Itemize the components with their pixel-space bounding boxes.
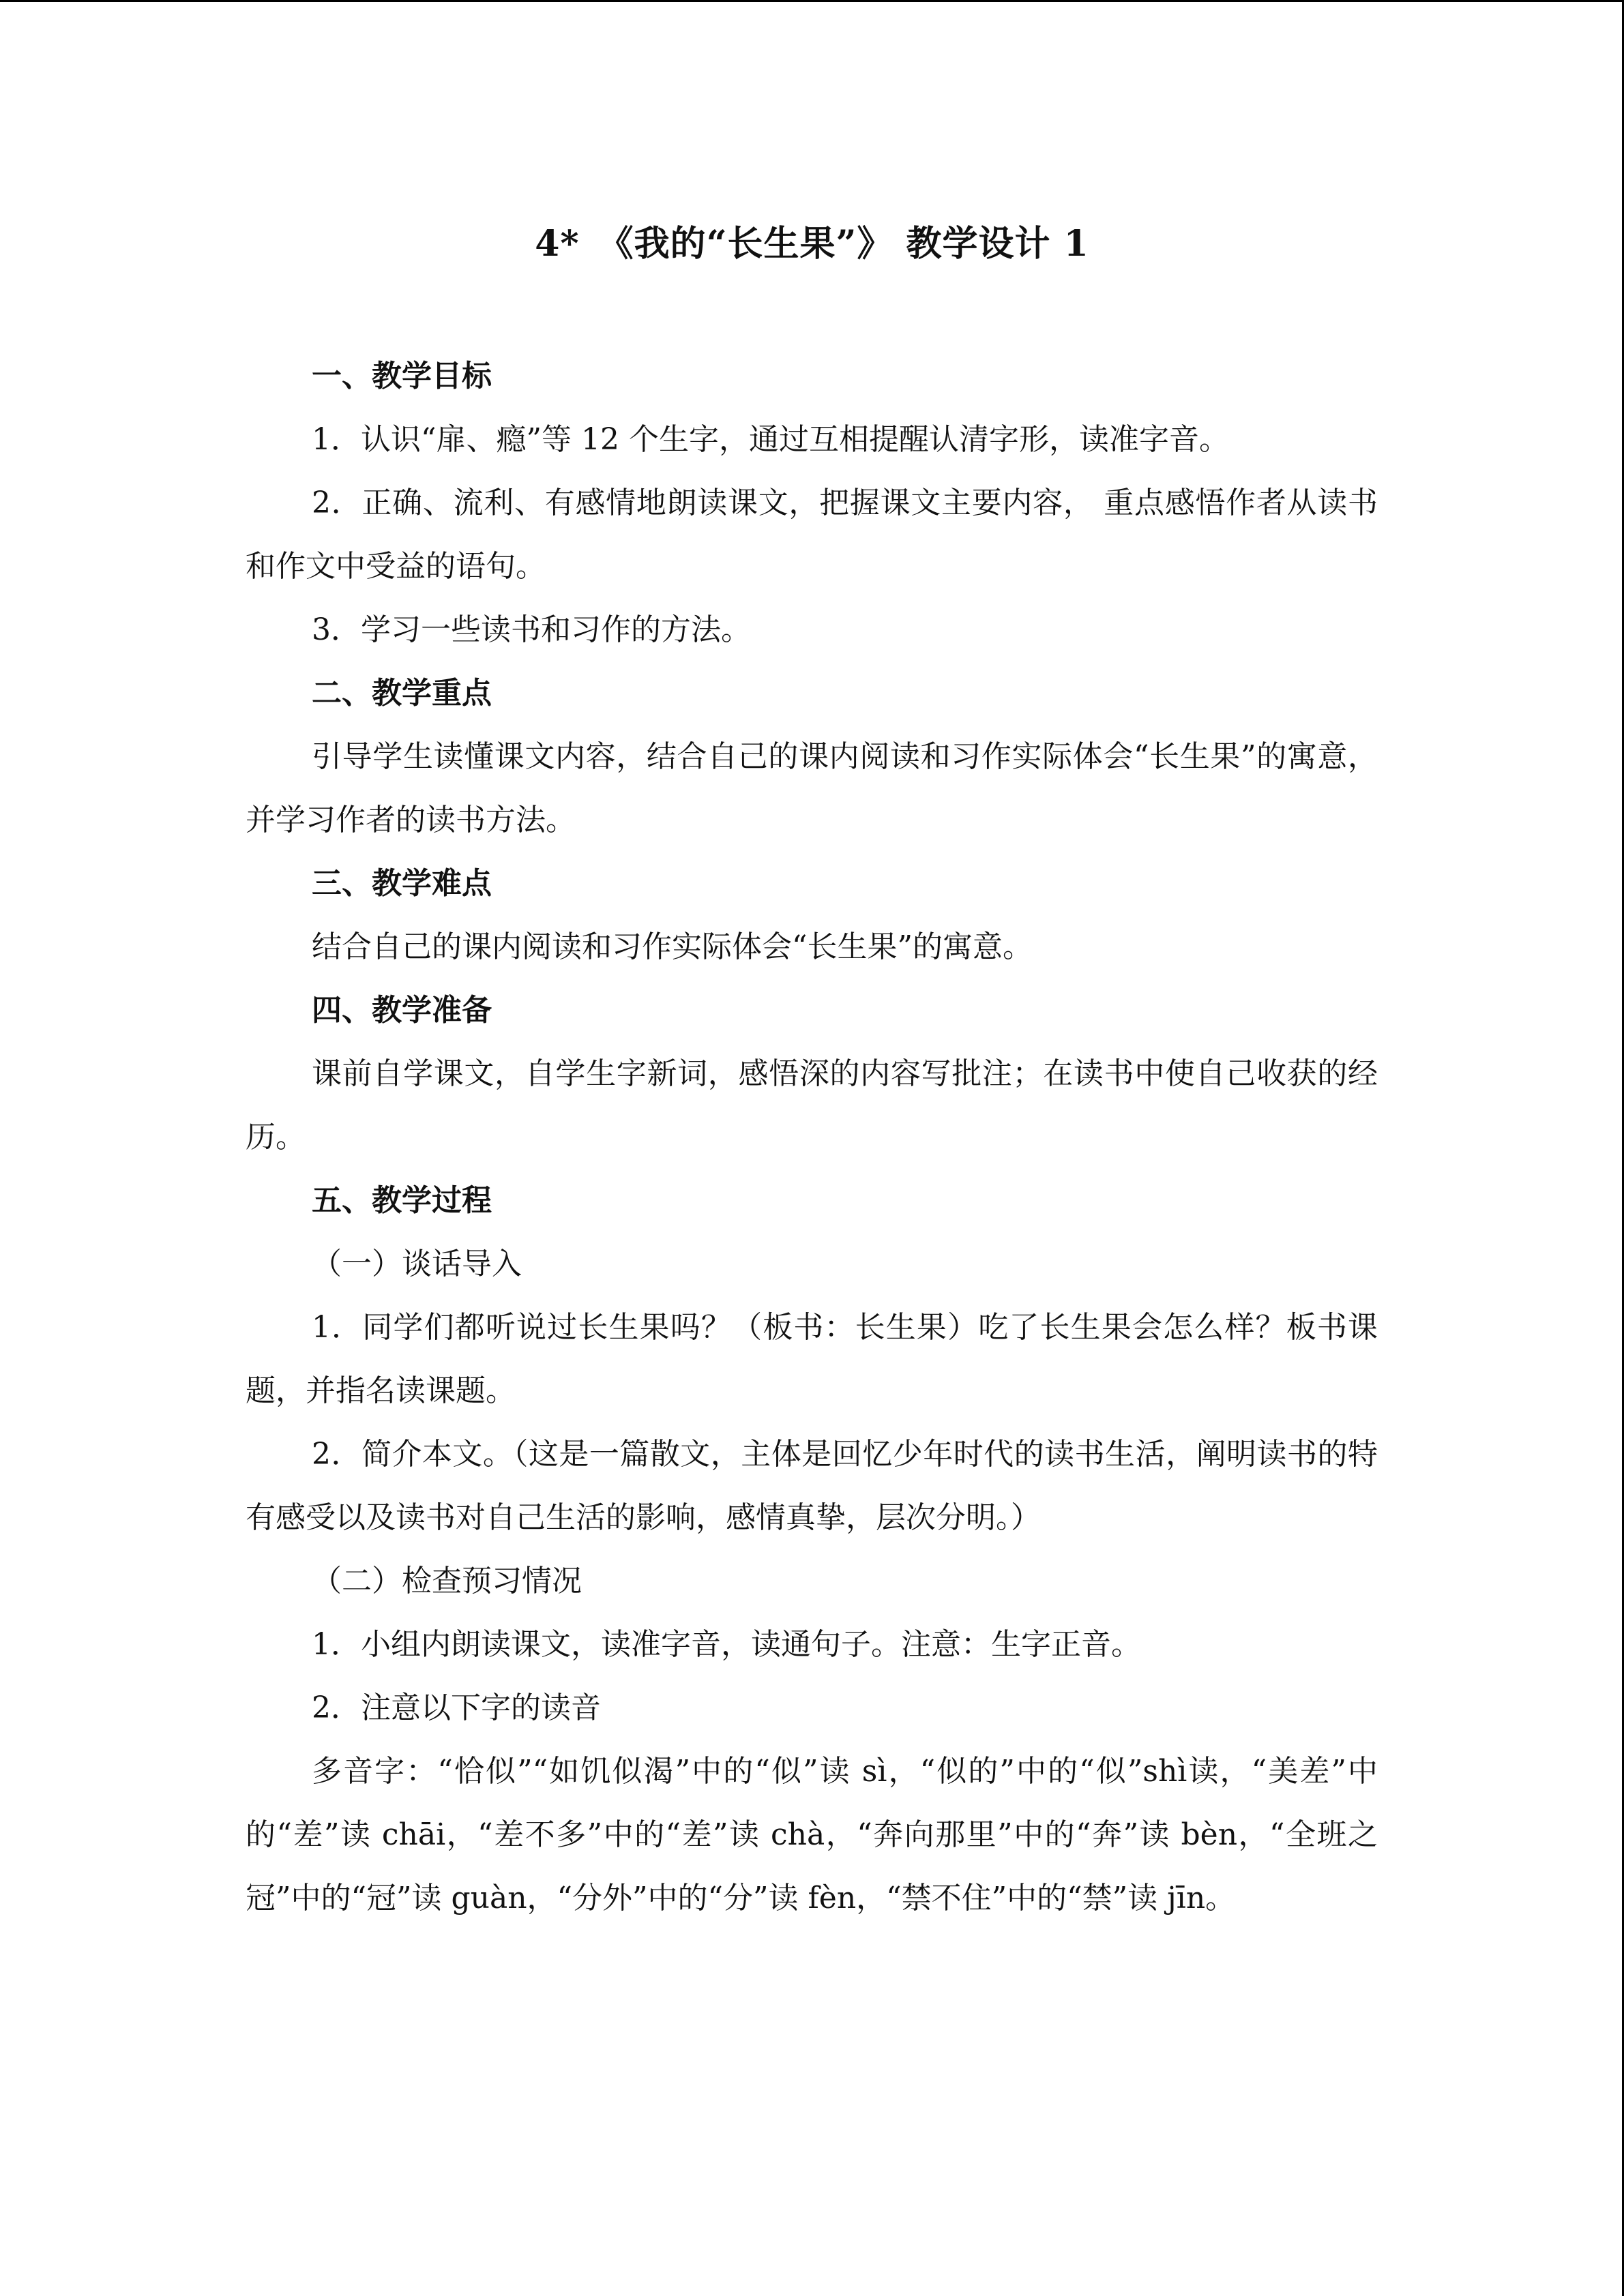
subheading-preview-check: （二）检查预习情况 (312, 1564, 582, 1598)
focus-paragraph: 引导学生读懂课文内容，结合自己的课内阅读和习作实际体会“长生果”的寓意，并学习作者的读书方法。 (246, 739, 1378, 837)
objective-1: 1．认识“扉、瘾”等 12 个生字，通过互相提醒认清字形，读准字音。 (312, 422, 1229, 457)
document-title: 4* 《我的“长生果”》 教学设计 1 (535, 223, 1089, 265)
heading-teaching-preparation: 四、教学准备 (312, 993, 492, 1028)
process-step-1: 1．同学们都听说过长生果吗？（板书：长生果）吃了长生果会怎么样？板书课题，并指名读课题。 (246, 1310, 1378, 1408)
difficulty-paragraph: 结合自己的课内阅读和习作实际体会“长生果”的寓意。 (312, 929, 1033, 964)
heading-teaching-focus: 二、教学重点 (312, 676, 492, 711)
heading-teaching-difficulty: 三、教学难点 (312, 866, 492, 901)
document-body (246, 344, 1378, 1930)
objective-3: 3．学习一些读书和习作的方法。 (312, 612, 751, 647)
heading-teaching-process: 五、教学过程 (312, 1183, 492, 1218)
preparation-paragraph: 课前自学课文，自学生字新词，感悟深的内容写批注；在读书中使自己收获的经历。 (246, 1056, 1378, 1154)
page-border-top (0, 0, 1624, 2)
process-step-2: 2．简介本文。（这是一篇散文，主体是回忆少年时代的读书生活，阐明读书的特有感受以及读书对自己生活的影响，感情真挚，层次分明。） (246, 1437, 1378, 1535)
heading-teaching-objectives: 一、教学目标 (312, 359, 492, 393)
preview-step-1: 1．小组内朗读课文，读准字音，读通句子。注意：生字正音。 (312, 1627, 1141, 1662)
subheading-introduction: （一）谈话导入 (312, 1247, 522, 1281)
objective-2: 2．正确、流利、有感情地朗读课文，把握课文主要内容， 重点感悟作者从读书和作文中受益的语句。 (246, 486, 1378, 584)
preview-step-2: 2．注意以下字的读音 (312, 1690, 601, 1725)
polyphone-paragraph: 多音字：“恰似”“如饥似渴”中的“似”读 sì，“似的”中的“似”shì读，“美差”中的“差”读 chāi，“差不多”中的“差”读 chà，“奔向那里”中的“奔”读 bèn，“全班之冠”中的“冠”读 guàn，“分外”中的“分”读 fèn，“禁不住”中的“禁”读 jīn。 (246, 1754, 1378, 1915)
